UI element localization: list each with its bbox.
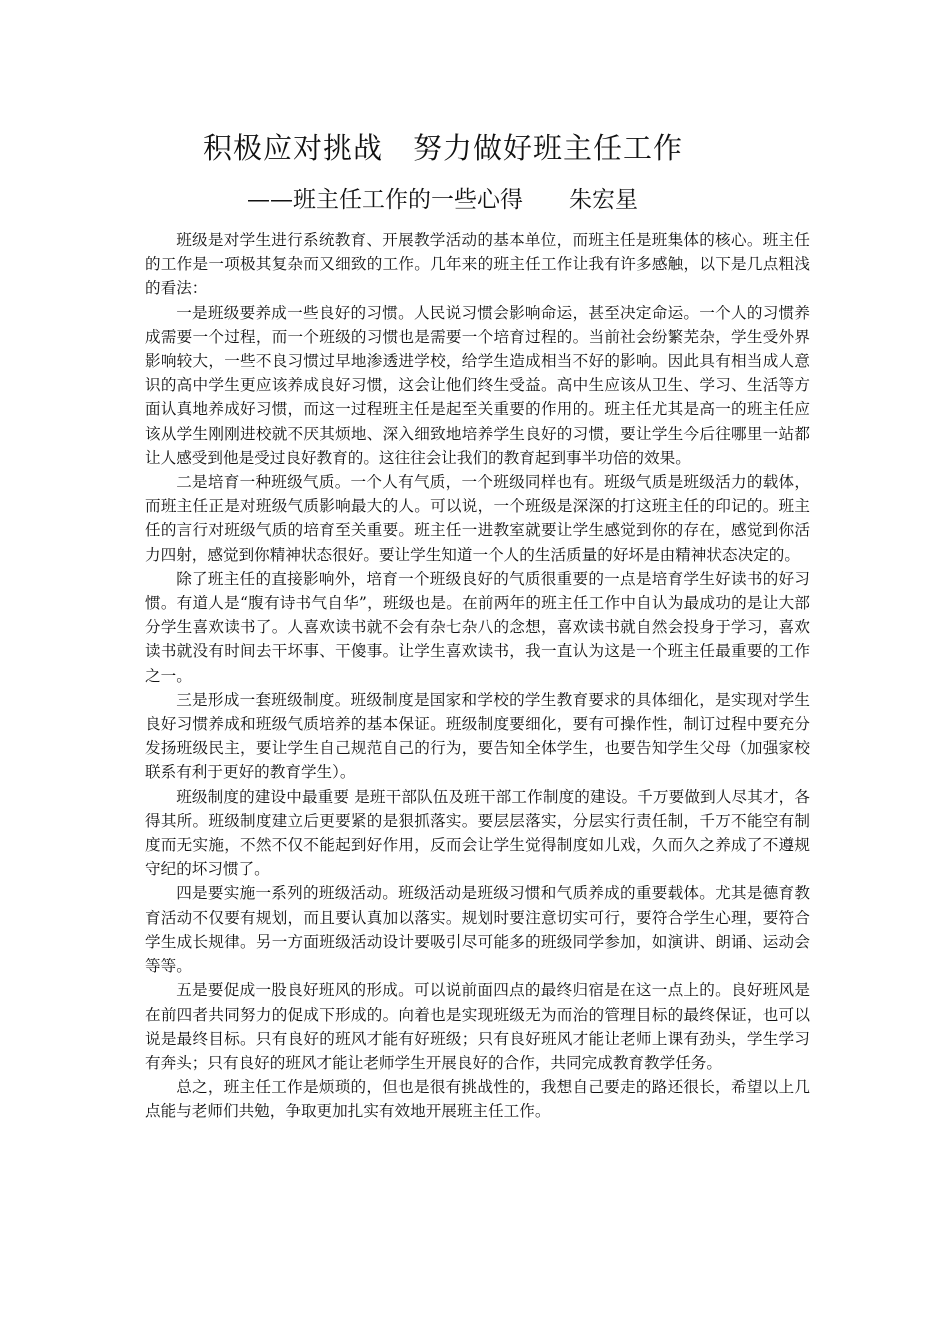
paragraph: 五是要促成一股良好班风的形成。可以说前面四点的最终归宿是在这一点上的。良好班风是在前四者共同努力的促成下形成的。向着也是实现班级无为而治的管理目标的最终保证，也可以说是最终目标。只有良好的班风才能有好班级；只有良好班风才能让老师上课有劲头，学生学习有奔头；只有良好的班风才能让老师学生开展良好的合作，共同完成教育教学任务。 (145, 981, 810, 1072)
paragraph: 四是要实施一系列的班级活动。班级活动是班级习惯和气质养成的重要载体。尤其是德育教育活动不仅要有规划，而且要认真加以落实。规划时要注意切实可行，要符合学生心理，要符合学生成长规律。另一方面班级活动设计要吸引尽可能多的班级同学参加，如演讲、朗诵、运动会等等。 (145, 884, 810, 976)
paragraph: 二是培育一种班级气质。一个人有气质，一个班级同样也有。班级气质是班级活力的载体，而班主任正是对班级气质影响最大的人。可以说，一个班级是深深的打这班主任的印记的。班主任的言行对班级气质的培育至关重要。班主任一进教室就要让学生感觉到你的存在，感觉到你活力四射，感觉到你精神状态很好。要让学生知道一个人的生活质量的好坏是由精神状态决定的。 (145, 473, 810, 564)
paragraph: 班级制度的建设中最重要 是班干部队伍及班干部工作制度的建设。千万要做到人尽其才，各得其所。班级制度建立后更要紧的是狠抓落实。要层层落实，分层实行责任制，千万不能空有制度而无实施，不然不仅不能起到好作用，反而会让学生觉得制度如儿戏，久而久之养成了不遵规守纪的坏习惯了。 (145, 787, 810, 879)
paragraph: 除了班主任的直接影响外，培育一个班级良好的气质很重要的一点是培育学生好读书的好习惯。有道人是“腹有诗书气自华”，班级也是。在前两年的班主任工作中自认为最成功的是让大部分学生喜欢读书了。人喜欢读书就不会有杂七杂八的念想，喜欢读书就自然会投身于学习，喜欢读书就没有时间去干坏事、干傻事。让学生喜欢读书，我一直认为这是一个班主任最重要的工作之一。 (145, 569, 810, 685)
paragraph: 班级是对学生进行系统教育、开展教学活动的基本单位，而班主任是班集体的核心。班主任的工作是一项极其复杂而又细致的工作。几年来的班主任工作让我有许多感触，以下是几点粗浅的看法： (145, 231, 810, 298)
paragraph: 总之，班主任工作是烦琐的，但也是很有挑战性的，我想自己要走的路还很长，希望以上几点能与老师们共勉，争取更加扎实有效地开展班主任工作。 (145, 1078, 810, 1121)
document-body (145, 228, 810, 1124)
document-subtitle: ——班主任工作的一些心得 朱宏星 (247, 187, 638, 213)
paragraph: 一是班级要养成一些良好的习惯。人民说习惯会影响命运，甚至决定命运。一个人的习惯养成需要一个过程，而一个班级的习惯也是需要一个培育过程的。当前社会纷繁芜杂，学生受外界影响较大，一些不良习惯过早地渗透进学校，给学生造成相当不好的影响。因此具有相当成人意识的高中学生更应该养成良好习惯，这会让他们终生受益。高中生应该从卫生、学习、生活等方面认真地养成好习惯，而这一过程班主任是起至关重要的作用的。班主任尤其是高一的班主任应该从学生刚刚进校就不厌其烦地、深入细致地培养学生良好的习惯，要让学生今后往哪里一站都让人感受到他是受过良好教育的。这往往会让我们的教育起到事半功倍的效果。 (145, 303, 810, 467)
paragraph: 三是形成一套班级制度。班级制度是国家和学校的学生教育要求的具体细化，是实现对学生良好习惯养成和班级气质培养的基本保证。班级制度要细化，要有可操作性，制订过程中要充分发扬班级民主，要让学生自己规范自己的行为，要告知全体学生，也要告知学生父母（加强家校联系有利于更好的教育学生）。 (145, 690, 810, 782)
document-title: 积极应对挑战 努力做好班主任工作 (203, 131, 684, 165)
